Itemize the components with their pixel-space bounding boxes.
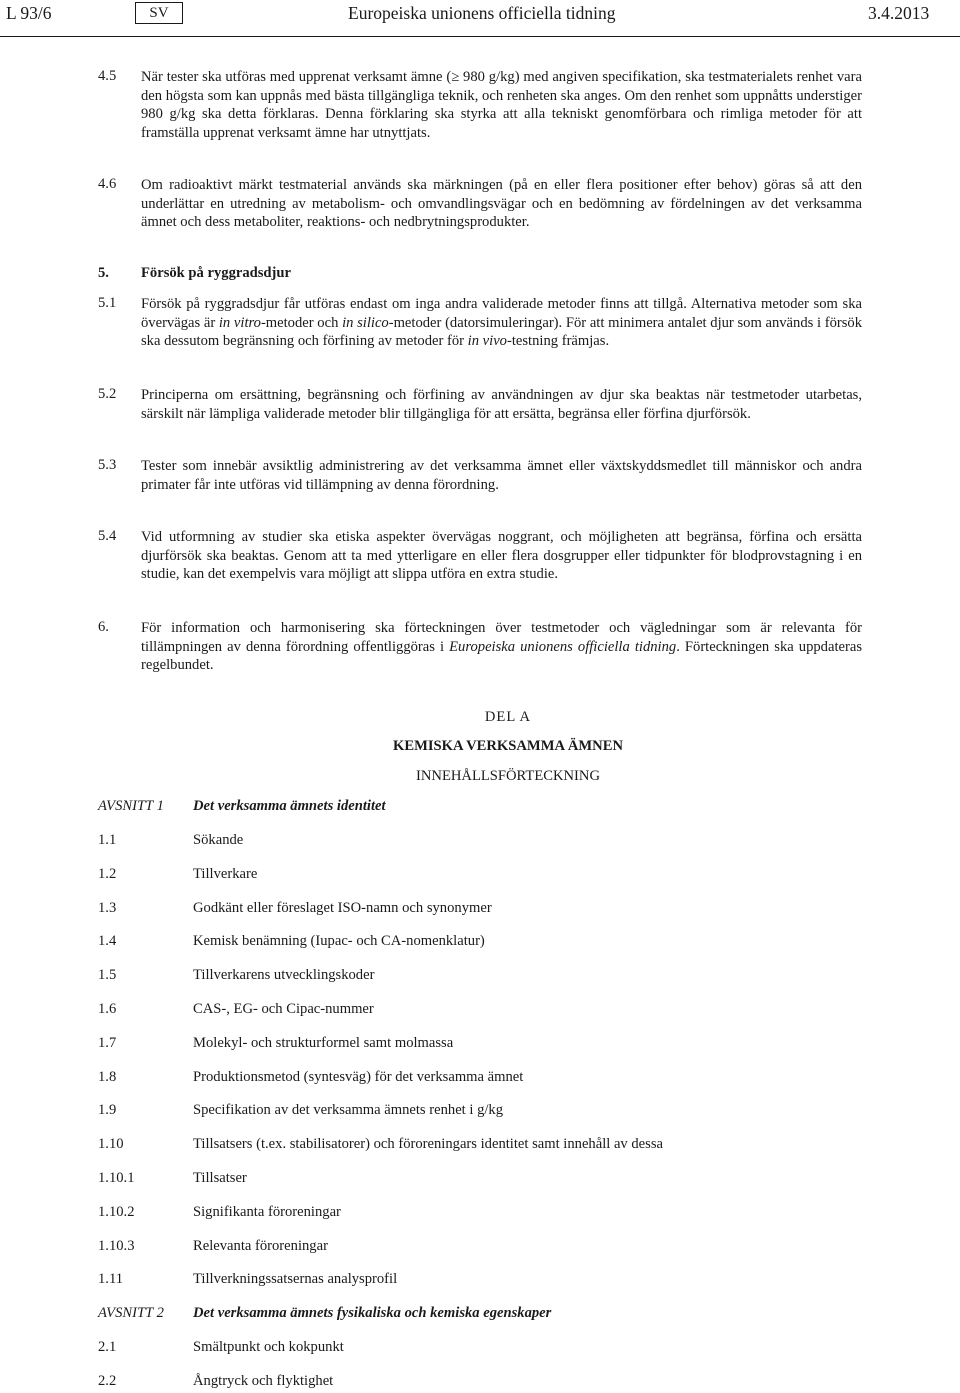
section-number-4-5: 4.5 bbox=[98, 68, 117, 84]
avsnitt-1-label: AVSNITT 1 bbox=[98, 798, 164, 814]
italic-journal-name: Europeiska unionens officiella tidning bbox=[449, 638, 677, 655]
toc-item-text: Produktionsmetod (syntesväg) för det verksamma ämnet bbox=[193, 1068, 524, 1085]
toc-item-number: 1.2 bbox=[98, 865, 117, 882]
page-reference: L 93/6 bbox=[6, 3, 52, 23]
toc-item-number: 1.4 bbox=[98, 933, 117, 950]
part-label: DEL A bbox=[484, 709, 532, 725]
toc-item-number: 1.8 bbox=[98, 1068, 117, 1085]
section-number-4-6: 4.6 bbox=[98, 176, 117, 192]
toc-item-text: Tillverkare bbox=[193, 865, 258, 882]
toc-item-text: Tillverkarens utvecklingskoder bbox=[193, 967, 375, 984]
section-5-1-text bbox=[141, 295, 862, 351]
toc-item-number: 1.10 bbox=[98, 1136, 124, 1153]
toc-item-number: 1.10.3 bbox=[98, 1237, 135, 1254]
toc-item-number: 1.3 bbox=[98, 899, 117, 916]
section-number-5-3: 5.3 bbox=[98, 457, 117, 473]
journal-title: Europeiska unionens officiella tidning bbox=[348, 3, 616, 23]
toc-item-number: 2.2 bbox=[98, 1372, 117, 1389]
toc-item-number: 1.5 bbox=[98, 967, 117, 984]
section-6-text bbox=[141, 619, 862, 675]
avsnitt-2-label: AVSNITT 2 bbox=[98, 1305, 164, 1321]
avsnitt-2-title: Det verksamma ämnets fysikaliska och kemiska egenskaper bbox=[193, 1305, 552, 1321]
section-5-title: Försök på ryggradsdjur bbox=[141, 265, 291, 281]
text-run: För information och harmonisering ska förteckningen över testmetoder och vägledningar som är relevanta för tillämpningen av denna förordning offentliggöras i bbox=[141, 620, 862, 655]
toc-item-text: Molekyl- och strukturformel samt molmassa bbox=[193, 1034, 454, 1051]
toc-item-number: 1.10.2 bbox=[98, 1203, 135, 1220]
toc-item-text: Tillsatsers (t.ex. stabilisatorer) och föroreningars identitet samt innehåll av dessa bbox=[193, 1136, 663, 1153]
italic-term: in vivo bbox=[467, 333, 507, 349]
toc-item-number: 1.6 bbox=[98, 1001, 117, 1017]
header-divider bbox=[0, 36, 960, 37]
section-number-6: 6. bbox=[98, 619, 109, 635]
section-5-4-text: Vid utformning av studier ska etiska aspekter övervägas noggrant, och möjligheten att begränsa, förfina och ersätta djurförsök ska beaktas. Genom att ta med ytterligare en eller flera dosgrupper eller tidpunkter för blodprovstagning i en studie, kan det exempelvis vara möjligt att slippa utföra en extra studie. bbox=[141, 529, 862, 582]
toc-item-number: 1.1 bbox=[98, 832, 117, 848]
text-run: -metoder och bbox=[260, 314, 343, 331]
toc-item-number: 2.1 bbox=[98, 1339, 117, 1355]
section-number-5: 5. bbox=[98, 265, 109, 281]
toc-item-number: 1.7 bbox=[98, 1034, 117, 1051]
toc-item-number: 1.11 bbox=[98, 1271, 123, 1288]
toc-item-text: Godkänt eller föreslaget ISO-namn och synonymer bbox=[193, 899, 492, 916]
toc-item-text: Smältpunkt och kokpunkt bbox=[193, 1339, 344, 1355]
italic-term: in silico bbox=[342, 314, 389, 331]
avsnitt-1-title: Det verksamma ämnets identitet bbox=[193, 798, 386, 814]
italic-term: in vitro bbox=[218, 314, 261, 331]
part-title: KEMISKA VERKSAMMA ÄMNEN bbox=[392, 738, 623, 754]
text-run: -testning främjas. bbox=[506, 333, 610, 349]
toc-heading: INNEHÅLLSFÖRTECKNING bbox=[416, 768, 600, 784]
toc-item-text: Signifikanta föroreningar bbox=[193, 1203, 341, 1220]
section-5-2-text: Principerna om ersättning, begränsning och förfining av användningen av djur ska beaktas när testmetoder utarbetas, särskilt när lämpliga validerade metoder blir tillgängliga för att ersätta, begränsa eller förfina djurförsök. bbox=[141, 387, 862, 422]
section-5-3-text: Tester som innebär avsiktlig administrering av det verksamma ämnet eller växtskyddsmedlet till människor och andra primater får inte utföras vid tillämpning av denna förordning. bbox=[141, 458, 862, 493]
section-4-6-text: Om radioaktivt märkt testmaterial används ska märkningen (på en eller flera positioner efter behov) göras så att den underlättar en utredning av metabolism- och omvandlingsvägar och en bedömning av fördelningen av det verksamma ämnet och dess metaboliter, reaktions- och nedbrytningsprodukter. bbox=[141, 177, 862, 230]
toc-item-number: 1.10.1 bbox=[98, 1170, 135, 1186]
toc-item-text: Sökande bbox=[193, 832, 244, 848]
publication-date: 3.4.2013 bbox=[868, 3, 930, 23]
toc-item-text: Relevanta föroreningar bbox=[193, 1237, 328, 1254]
text-run: -metoder (datorsimuleringar). För att minimera antalet djur som används i försök ska dessutom begränsning och förfining av metoder för bbox=[141, 314, 863, 349]
text-run: Försök på ryggradsdjur får utföras endast om inga andra validerade metoder finns att tillgå. Alternativa metoder som ska övervägas är bbox=[141, 296, 862, 331]
toc-item-number: 1.9 bbox=[98, 1102, 117, 1119]
toc-item-text: CAS-, EG- och Cipac-nummer bbox=[193, 1001, 374, 1017]
toc-item-text: Tillsatser bbox=[193, 1170, 247, 1186]
section-number-5-2: 5.2 bbox=[98, 386, 117, 402]
section-number-5-1: 5.1 bbox=[98, 295, 117, 311]
language-badge: SV bbox=[135, 2, 183, 24]
section-4-5-text: När tester ska utföras med upprenat verksamt ämne (≥ 980 g/kg) med angiven specifikation, ska testmaterialets renhet vara den högsta som kan uppnås med bästa tillgängliga teknik, och renheten ska anges. Om den renhet som uppnåtts understiger 980 g/kg ska detta förklaras. Denna förklaring ska styrka att alla tekniskt genomförbara och rimliga metoder för att framställa upprenat verksamt ämne har utnyttjats. bbox=[141, 69, 862, 141]
text-run: . Förteckningen ska uppdateras regelbundet. bbox=[141, 638, 862, 673]
toc-item-text: Ångtryck och flyktighet bbox=[193, 1372, 334, 1389]
toc-item-text: Specifikation av det verksamma ämnets renhet i g/kg bbox=[193, 1102, 504, 1119]
toc-item-text: Kemisk benämning (Iupac- och CA-nomenklatur) bbox=[193, 933, 485, 950]
section-number-5-4: 5.4 bbox=[98, 528, 117, 544]
toc-item-text: Tillverkningssatsernas analysprofil bbox=[193, 1271, 398, 1288]
